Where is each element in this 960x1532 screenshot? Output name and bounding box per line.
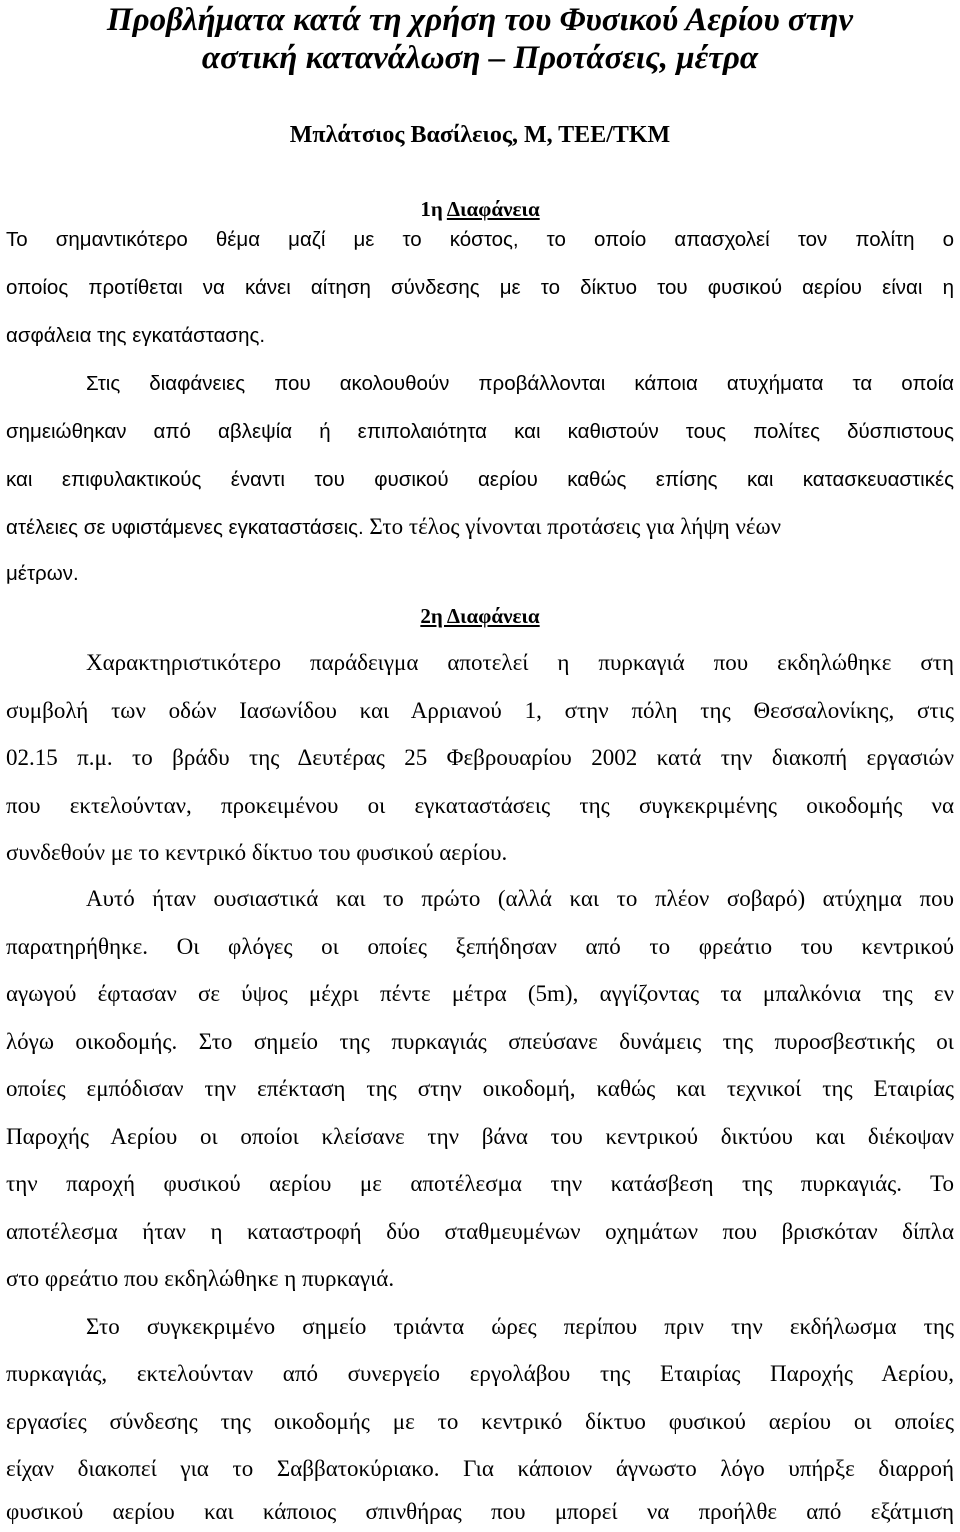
slide-1-heading <box>0 197 960 222</box>
document-title-line-1: Προβλήματα κατά τη χρήση του Φυσικού Αερίου στην <box>106 2 854 38</box>
slide-2-p2-line-9: στο φρεάτιο που εκδηλώθηκε η πυρκαγιά. <box>6 1266 395 1291</box>
slide-2-p2-line-7: την παροχή φυσικού αερίου με αποτέλεσμα την κατάσβεση της πυρκαγιάς. Το <box>6 1171 954 1196</box>
slide-2-p2-line-6: Παροχής Αερίου οι οποίοι κλείσανε την βάνα του κεντρικού δικτύου και διέκοψαν <box>6 1124 954 1149</box>
slide-1-body-line-4 <box>6 514 954 540</box>
slide-2-p3-line-2: πυρκαγιάς, εκτελούνταν από συνεργείο εργολάβου της Εταιρίας Παροχής Αερίου, <box>6 1361 954 1386</box>
slide-2-p2-line-1: Αυτό ήταν ουσιαστικά και το πρώτο (αλλά και το πλέον σοβαρό) ατύχημα που <box>86 886 954 911</box>
slide-2-p2-line-4: λόγω οικοδομής. Στο σημείο της πυρκαγιάς σπεύσανε δυνάμεις της πυροσβεστικής οι <box>6 1029 954 1054</box>
slide-2-p1-line-1: Χαρακτηριστικότερο παράδειγμα αποτελεί η πυρκαγιά που εκδηλώθηκε στη <box>86 650 954 675</box>
slide-1-body-line-5: μέτρων. <box>6 562 79 585</box>
slide-2-p1-line-2: συμβολή των οδών Ιασωνίδου και Αρριανού 1, στην πόλη της Θεσσαλονίκης, στις <box>6 698 954 723</box>
slide-1-body-line-4-sans: ατέλειες σε υφιστάμενες εγκαταστάσεις. <box>6 516 364 539</box>
slide-2-p2-line-2: παρατηρήθηκε. Οι φλόγες οι οποίες ξεπήδησαν από το φρεάτιο του κεντρικού <box>6 934 954 959</box>
slide-1-intro-line-2: οποίος προτίθεται να κάνει αίτηση σύνδεσης με το δίκτυο του φυσικού αερίου είναι η <box>6 276 954 299</box>
slide-2-p3-line-5: φυσικού αερίου και κάποιος σπινθήρας που μπορεί να προήλθε από εξάτμιση <box>6 1499 954 1524</box>
slide-1-intro-line-3: ασφάλεια της εγκατάστασης. <box>6 324 266 347</box>
slide-1-heading-word: Διαφάνεια <box>446 197 540 221</box>
slide-2-p1-line-4: που εκτελούνταν, προκειμένου οι εγκαταστάσεις της συγκεκριμένης οικοδομής να <box>6 793 954 818</box>
slide-2-p3-line-4: είχαν διακοπεί για το Σαββατοκύριακο. Για κάποιον άγνωστο λόγο υπήρξε διαρροή <box>6 1456 954 1481</box>
slide-2-heading <box>0 604 960 629</box>
slide-2-p3-line-1: Στο συγκεκριμένο σημείο τριάντα ώρες περίπου πριν την εκδήλωσμα της <box>86 1314 954 1339</box>
slide-1-intro-line-1: Το σημαντικότερο θέμα μαζί με το κόστος, το οποίο απασχολεί τον πολίτη ο <box>6 228 954 251</box>
slide-2-p2-line-3: αγωγού έφτασαν σε ύψος μέχρι πέντε μέτρα (5m), αγγίζοντας τα μπαλκόνια της εν <box>6 981 954 1006</box>
slide-2-p1-line-5: συνδεθούν με το κεντρικό δίκτυο του φυσικού αερίου. <box>6 840 508 865</box>
slide-1-body-line-3: και επιφυλακτικούς έναντι του φυσικού αερίου καθώς επίσης και κατασκευαστικές <box>6 468 954 491</box>
author-line: Μπλάτσιος Βασίλειος, Μ, ΤΕΕ/ΤΚΜ <box>289 122 671 148</box>
slide-1-body-line-1: Στις διαφάνειες που ακολουθούν προβάλλονται κάποια ατυχήματα τα οποία <box>86 372 954 395</box>
slide-2-heading-text: 2η Διαφάνεια <box>420 604 540 628</box>
document-title-line-2: αστική κατανάλωση – Προτάσεις, μέτρα <box>201 40 759 76</box>
slide-2-p1-line-3: 02.15 π.μ. το βράδυ της Δευτέρας 25 Φεβρουαρίου 2002 κατά την διακοπή εργασιών <box>6 745 954 770</box>
slide-2-p2-line-8: αποτέλεσμα ήταν η καταστροφή δύο σταθμευμένων οχημάτων που βρισκόταν δίπλα <box>6 1219 954 1244</box>
slide-1-body-line-2: σημειώθηκαν από αβλεψία ή επιπολαιότητα και καθιστούν τους πολίτες δύσπιστους <box>6 420 954 443</box>
slide-2-p3-line-3: εργασίες σύνδεσης της οικοδομής με το κεντρικό δίκτυο φυσικού αερίου οι οποίες <box>6 1409 954 1434</box>
slide-1-heading-prefix: 1η <box>420 197 447 221</box>
slide-1-body-line-4-serif: Στο τέλος γίνονται προτάσεις για λήψη νέων <box>363 514 782 539</box>
slide-2-p2-line-5: οποίες εμπόδισαν την επέκταση της στην οικοδομή, καθώς και τεχνικοί της Εταιρίας <box>6 1076 954 1101</box>
